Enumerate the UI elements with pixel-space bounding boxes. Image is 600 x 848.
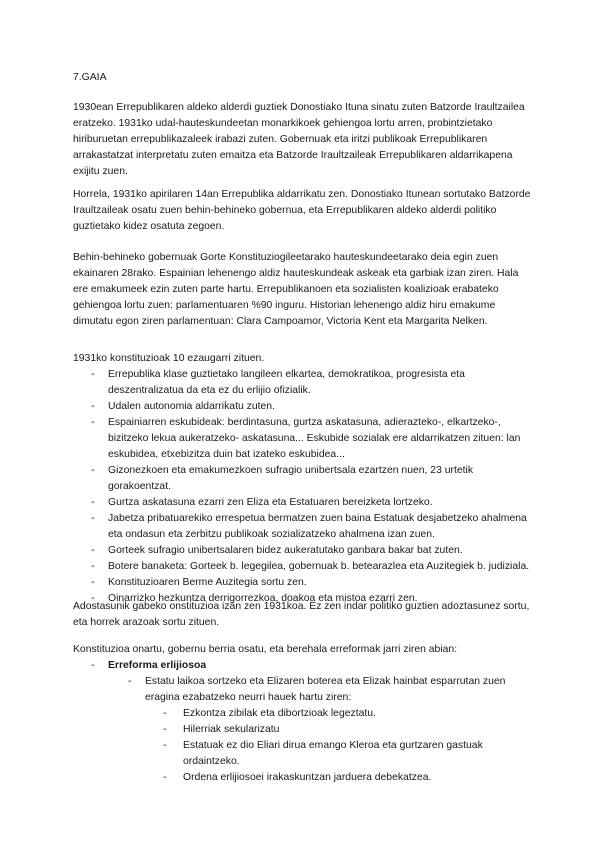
bullet-dash: - <box>91 465 95 476</box>
bullet-dash: - <box>91 545 95 556</box>
list-item: - Gorteek sufragio unibertsalaren bidez aukeratutako ganbara bakar bat zuten. <box>73 543 533 559</box>
paragraph-reforms: Konstituzioa onartu, gobernu berria osatu, eta berehala erreformak jarri ziren abian: <box>73 644 458 655</box>
bullet-dash: - <box>163 724 167 735</box>
bullet-dash: - <box>91 513 95 524</box>
paragraph-consensus: Adostasunik gabeko onstituzioa izan zen 1931koa. Ez zen indar politiko guztien adoztasunez sortu, eta horrek arazoak sortu zituen. <box>73 601 530 628</box>
list-item: - Ordena erlijiosoei irakaskuntzan jarduera debekatzea. <box>163 770 533 786</box>
paragraph-constitution: 1931ko konstituzioak 10 ezaugarri zituen. <box>73 353 265 364</box>
bullet-dash: - <box>163 708 167 719</box>
bullet-dash: - <box>91 497 95 508</box>
list-item: - Jabetza pribatuarekiko errespetua bermatzen zuen baina Estatuak desjabetzeko ahalmena eta ondasun eta zerbitzu publikoak sozializatzeko ahalmena izan zuen. <box>91 513 527 540</box>
bullet-dash: - <box>163 740 167 751</box>
paragraph-republic: Horrela, 1931ko apirilaren 14an Errepublika aldarrikatu zen. Donostiako Itunean sortutako Batzorde Iraultzaileak osatu zuen behin-behineko gobernua, eta Errepublikaren aldeko alderdi politiko guztietako kidez osatuta zegoen. <box>73 189 531 232</box>
list-item: - Espainiarren eskubideak: berdintasuna, gurtza askatasuna, adierazteko-, elkartzeko-, bizitzeko lekua aukeratzeko- askatasuna... Eskubide sozialak ere aldarrikatzen zituen: lan eskubidea, etxebizitza duin bat izateko eskubidea... <box>91 417 521 460</box>
list-item: - Konstituzioaren Berme Auzitegia sortu zen. <box>73 575 533 591</box>
constitution-features-list <box>73 367 533 607</box>
bullet-dash: - <box>91 577 95 588</box>
list-item: - Gurtza askatasuna ezarri zen Eliza eta Estatuaren bereizketa lortzeko. <box>73 495 533 511</box>
list-item: - Ezkontza zibilak eta dibortzioak legeztatu. <box>163 706 533 722</box>
reform-heading: Erreforma erlijiosoa <box>108 660 207 671</box>
bullet-dash: - <box>128 676 132 687</box>
bullet-dash: - <box>163 772 167 783</box>
list-item: - Gizonezkoen eta emakumezkoen sufragio unibertsala ezartzen nuen, 23 urtetik gorakoentzat. <box>91 465 474 492</box>
list-item: - Estatuak ez dio Eliari dirua emango Kleroa eta gurtzaren gastuak ordaintzeko. <box>163 740 483 767</box>
list-item: - Udalen autonomia aldarrikatu zuten. <box>73 399 533 415</box>
reform-intro: Estatu laikoa sortzeko eta Elizaren boterea eta Elizak hainbat esparrutan zuen eragina ezabatzeko neurri hauek hartu ziren: <box>145 676 506 703</box>
bullet-dash: - <box>91 401 95 412</box>
paragraph-elections: Behin-behineko gobernuak Gorte Konstituziogileetarako hauteskundeetarako deia egin zuen ekainaren 28rako. Espainian lehenengo aldiz hauteskundeak askeak eta garbiak izan ziren. Hala ere emakumeek ezin zuten parte hartu. Errepublikanoen eta sozialisten koalizioak erabateko gehiengoa lortu zuen: parlamentuaren %90 inguru. Historian lehenengo aldiz hiru emakume dimutatu egon ziren parlamentuan: Clara Campoamor, Victoria Kent eta Margarita Nelken. <box>73 252 519 327</box>
bullet-dash: - <box>91 369 95 380</box>
bullet-dash: - <box>91 417 95 428</box>
list-item: - Errepublika klase guztietako langileen elkartea, demokratikoa, progresista eta deszentralizatua da eta ez du erlijio ofizialik. <box>91 369 465 396</box>
paragraph-intro: 1930ean Errepublikaren aldeko alderdi guztiek Donostiako Ituna sinatu zuten Batzorde Iraultzailea eratzeko. 1931ko udal-hauteskundeetan monarkikoek gehiengoa lortu arren, probintzietako hiriburuetan errepublikazaleek irabazi zuten. Gobernuak eta iritzi publikoak Errepublikaren arrakastatzat interpretatu zuten emaitza eta Batzorde Iraultzaileak Errepublikaren aldarrikapena exijitu zuen. <box>73 102 525 177</box>
list-item: - Oinarrizko hezkuntza derrigorrezkoa, doakoa eta mistoa ezarri zen. <box>73 591 533 607</box>
reform-measures-list <box>163 706 533 786</box>
list-item: - Botere banaketa: Gorteek b. legegilea, gobernuak b. betearazlea eta Auzitegiek b. judiziala. <box>73 559 533 575</box>
page-title: 7.GAIA <box>73 72 107 83</box>
list-item: - Hilerriak sekularizatu <box>163 722 533 738</box>
bullet-dash: - <box>91 593 95 604</box>
reform-intro-item <box>128 674 528 706</box>
bullet-dash: - <box>91 660 95 671</box>
bullet-dash: - <box>91 561 95 572</box>
